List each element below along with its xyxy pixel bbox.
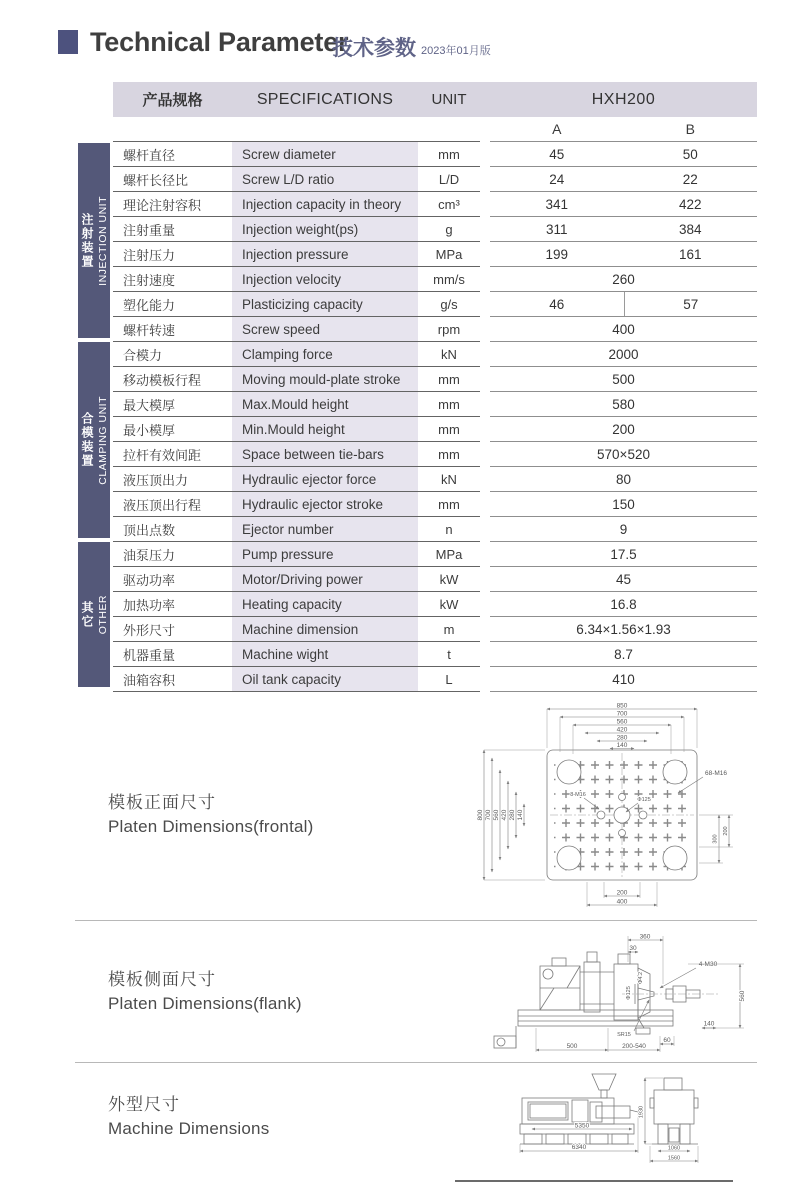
column-gap [480,367,490,392]
param-name-zh: 最小模厚 [113,417,232,442]
dim-label: 700 [616,710,628,718]
dim-label: 5350 [574,1122,590,1130]
caption-en: Machine Dimensions [108,1119,270,1138]
table-row [113,642,757,667]
column-gap [480,292,490,317]
table-header-band [113,82,757,117]
param-name-zh: 液压顶出力 [113,467,232,492]
column-gap [480,242,490,267]
param-unit: mm [418,492,480,517]
value-span: 400 [612,321,635,337]
diameter-label: Φ4.2 [638,971,644,985]
dim-label: 1560 [667,1155,681,1162]
value-cell [490,542,757,567]
param-name-zh: 理论注射容积 [113,192,232,217]
value-cell [490,592,757,617]
column-gap [480,492,490,517]
value-b: 22 [682,171,698,187]
edition-label: 2023年01月版 [421,45,491,57]
caption-zh: 模板侧面尺寸 [108,970,216,989]
value-span: 6.34×1.56×1.93 [576,621,671,637]
caption-zh: 模板正面尺寸 [108,793,216,812]
dim-label: 280 [616,734,628,742]
column-gap [480,667,490,692]
header-product: 产品规格 [142,92,203,109]
table-row [113,167,757,192]
table-row [113,292,757,317]
param-name-en: Space between tie-bars [232,442,418,467]
param-name-en: Oil tank capacity [232,667,418,692]
value-cell [490,367,757,392]
dim-label: 200 [723,826,729,836]
thread-label: 4-M30 [698,961,718,968]
diameter-label: Φ125 [626,986,632,1000]
platen-flank-drawing [488,932,768,1062]
section-divider [75,1062,757,1063]
platen-frontal-drawing [472,700,762,915]
param-name-zh: 机器重量 [113,642,232,667]
param-unit: g [418,217,480,242]
table-row [113,342,757,367]
table-row [113,392,757,417]
value-b: 50 [682,146,698,162]
table-row [113,267,757,292]
caption-en: Platen Dimensions(frontal) [108,817,314,836]
column-a-label: A [552,121,562,137]
dim-label: 1060 [667,1145,681,1152]
param-name-en: Plasticizing capacity [232,292,418,317]
dim-label: 420 [616,726,628,734]
param-name-zh: 拉杆有效间距 [113,442,232,467]
param-unit: kW [418,567,480,592]
param-name-zh: 驱动功率 [113,567,232,592]
param-name-en: Max.Mould height [232,392,418,417]
param-name-zh: 合模力 [113,342,232,367]
value-cell [490,242,757,267]
param-name-en: Moving mould-plate stroke [232,367,418,392]
column-gap [480,167,490,192]
dim-label: 420 [501,809,508,821]
table-row [113,217,757,242]
column-gap [480,592,490,617]
table-row [113,517,757,542]
section-divider [75,920,757,921]
param-name-en: Injection velocity [232,267,418,292]
value-a: 199 [545,246,569,262]
table-rows [113,142,757,692]
section-label-injection [78,143,110,338]
caption-en: Platen Dimensions(flank) [108,994,302,1013]
column-gap [480,192,490,217]
table-row [113,142,757,167]
dim-label: 1930 [638,1105,645,1119]
thread-label: 68-M16 [704,770,728,777]
param-unit: mm [418,367,480,392]
dim-label: 60 [663,1037,671,1044]
column-gap [480,567,490,592]
value-cell [490,142,757,167]
table-row [113,242,757,267]
table-subheader [113,117,757,142]
param-name-zh: 注射速度 [113,267,232,292]
dim-label: 200 [616,889,628,897]
value-span: 8.7 [614,646,633,662]
dim-label: 400 [616,898,628,906]
param-name-zh: 油泵压力 [113,542,232,567]
header-unit: UNIT [431,91,467,108]
value-b: 161 [678,246,702,262]
section-label-other [78,542,110,687]
value-span: 570×520 [597,446,650,462]
table-row [113,442,757,467]
column-gap [480,517,490,542]
value-span: 2000 [608,346,639,362]
table-row [113,592,757,617]
param-unit: mm [418,392,480,417]
value-cell [490,492,757,517]
table-row [113,492,757,517]
param-name-zh: 外形尺寸 [113,617,232,642]
param-unit: t [418,642,480,667]
radius-label: SR15 [617,1032,631,1038]
param-name-en: Hydraulic ejector force [232,467,418,492]
param-unit: m [418,617,480,642]
param-name-en: Machine wight [232,642,418,667]
value-cell [490,342,757,367]
value-span: 580 [612,396,635,412]
param-name-en: Clamping force [232,342,418,367]
caption-platen-flank [108,965,302,1014]
dim-label: 200-540 [622,1043,646,1050]
param-unit: mm/s [418,267,480,292]
dim-label: 140 [517,809,524,821]
value-span: 80 [615,471,632,487]
caption-machine-dimensions [108,1090,269,1139]
dim-label: 140 [703,1020,715,1028]
value-span: 17.5 [610,546,637,562]
param-name-zh: 螺杆转速 [113,317,232,342]
value-cell [490,292,757,317]
param-name-zh: 移动模板行程 [113,367,232,392]
param-name-zh: 最大模厚 [113,392,232,417]
table-row [113,567,757,592]
section-name-zh: 合模装置 [80,412,94,468]
section-name-zh: 其它 [80,600,94,629]
param-name-en: Machine dimension [232,617,418,642]
param-unit: rpm [418,317,480,342]
dim-label: 560 [616,718,628,726]
value-a: 46 [549,296,565,312]
param-name-en: Screw speed [232,317,418,342]
header-specifications: SPECIFICATIONS [256,90,394,108]
param-unit: mm [418,142,480,167]
param-unit: kW [418,592,480,617]
param-name-zh: 注射重量 [113,217,232,242]
param-name-zh: 注射压力 [113,242,232,267]
value-cell [490,667,757,692]
value-cell [490,167,757,192]
param-unit: n [418,517,480,542]
dim-label: 30 [629,945,637,952]
value-cell [490,317,757,342]
value-span: 260 [612,271,635,287]
column-gap [480,467,490,492]
table-row [113,617,757,642]
column-gap [480,642,490,667]
column-b-label: B [685,121,695,137]
param-name-en: Injection pressure [232,242,418,267]
column-gap [480,217,490,242]
value-span: 150 [612,496,635,512]
value-cell [490,417,757,442]
value-cell [490,567,757,592]
value-cell [490,192,757,217]
param-name-en: Min.Mould height [232,417,418,442]
value-cell [490,617,757,642]
column-gap [480,342,490,367]
diameter-label: Φ125 [637,797,651,803]
table-row [113,192,757,217]
param-name-en: Hydraulic ejector stroke [232,492,418,517]
dim-label: 300 [712,834,719,844]
dim-label: 560 [493,809,500,821]
param-unit: L/D [418,167,480,192]
dim-label: 500 [566,1043,578,1050]
section-name-en: OTHER [97,594,109,635]
section-sidebar [78,143,110,691]
param-name-zh: 顶出点数 [113,517,232,542]
column-gap [480,142,490,167]
value-span: 16.8 [610,596,637,612]
param-unit: cm³ [418,192,480,217]
column-gap [480,542,490,567]
table-row [113,667,757,692]
title-square-icon [58,30,78,54]
value-cell [490,442,757,467]
table-row [113,467,757,492]
value-cell [490,267,757,292]
column-gap [480,317,490,342]
value-span: 500 [612,371,635,387]
param-name-zh: 螺杆长径比 [113,167,232,192]
section-name-en: CLAMPING UNIT [97,395,109,485]
value-cell [490,392,757,417]
param-name-en: Injection weight(ps) [232,217,418,242]
dim-label: 6340 [571,1144,587,1151]
table-row [113,417,757,442]
dim-label: 560 [739,990,746,1002]
param-unit: g/s [418,292,480,317]
value-cell [490,642,757,667]
table-row [113,542,757,567]
param-name-zh: 螺杆直径 [113,142,232,167]
column-gap [480,442,490,467]
param-name-en: Screw L/D ratio [232,167,418,192]
dim-label: 360 [639,933,651,941]
param-name-zh: 液压顶出行程 [113,492,232,517]
section-label-clamping [78,342,110,538]
param-unit: kN [418,467,480,492]
column-gap [480,267,490,292]
value-span: 45 [615,571,632,587]
header-model: HXH200 [591,90,656,108]
caption-zh: 外型尺寸 [108,1095,180,1114]
dim-label: 850 [616,702,628,710]
value-cell [490,517,757,542]
dim-label: 800 [477,809,484,821]
param-unit: L [418,667,480,692]
param-name-en: Injection capacity in theory [232,192,418,217]
param-name-zh: 油箱容积 [113,667,232,692]
dim-label: 700 [485,809,492,821]
value-cell [490,217,757,242]
param-unit: mm [418,417,480,442]
param-name-en: Ejector number [232,517,418,542]
value-b: 422 [678,196,702,212]
value-a: 341 [545,196,569,212]
param-name-en: Motor/Driving power [232,567,418,592]
caption-platen-frontal [108,788,314,837]
machine-dimensions-drawing [498,1072,728,1184]
column-gap [480,392,490,417]
value-a: 45 [549,146,565,162]
table-row [113,317,757,342]
table-row [113,367,757,392]
param-name-zh: 塑化能力 [113,292,232,317]
param-unit: kN [418,342,480,367]
param-name-en: Heating capacity [232,592,418,617]
thread-label: 8-M16 [570,792,586,798]
value-b: 384 [678,221,702,237]
param-name-zh: 加热功率 [113,592,232,617]
dim-label: 280 [509,809,516,821]
dim-label: 140 [616,742,628,749]
param-unit: MPa [418,242,480,267]
column-gap [480,417,490,442]
section-name-en: INJECTION UNIT [97,195,109,286]
value-cell [490,467,757,492]
value-a: 311 [545,221,568,237]
value-b: 57 [624,292,758,316]
column-gap [480,617,490,642]
value-span: 410 [612,671,635,687]
value-span: 9 [619,521,628,537]
page-title-zh: 技术参数 [332,37,416,60]
param-name-en: Screw diameter [232,142,418,167]
page-title: Technical Parameter [90,27,349,57]
section-name-zh: 注射装置 [80,212,94,269]
param-unit: mm [418,442,480,467]
value-span: 200 [612,421,635,437]
value-a: 24 [549,171,565,187]
param-name-en: Pump pressure [232,542,418,567]
param-unit: MPa [418,542,480,567]
